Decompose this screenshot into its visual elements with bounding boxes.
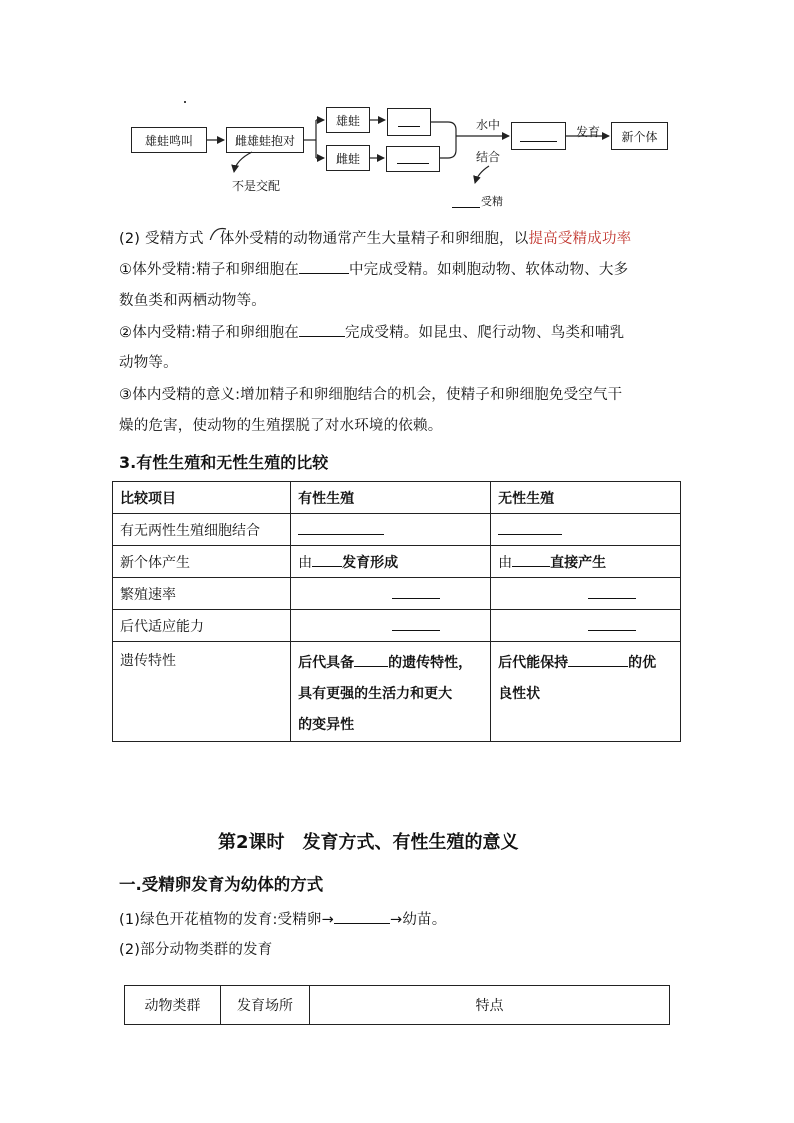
heredity-asexual [491,642,681,742]
internal-text-b: 完成受精。如昆虫、爬行动物、鸟类和哺乳 [344,325,625,341]
animal-development-line [119,938,272,959]
diagram-arrows [0,0,794,240]
external-examples-line [119,289,266,310]
heredity-sexual-b: 的遗传特性， [388,655,473,671]
internal-meaning-b: 燥的危害，使动物的生殖摆脱了对水环境的依赖。 [119,418,443,434]
rate-sexual-blank [291,578,491,610]
row-heredity: 遗传特性 [113,642,291,742]
heredity-sexual-blank [354,654,388,667]
heredity-sexual-d: 的变异性 [298,717,355,733]
sexual-suffix: 发育形成 [342,554,399,571]
animal-development-table [124,985,670,1025]
method-text: 体外受精的动物通常产生大量精子和卵细胞，以 [219,231,529,247]
asexual-prefix: 由 [498,554,513,571]
header-dev-site: 发育场所 [221,986,310,1025]
heredity-asexual-a: 后代能保持 [498,655,569,671]
fertilization-label: 受精 [481,195,503,208]
internal-examples-line [119,351,178,372]
table-header-row [113,482,681,514]
internal-meaning-a: ③体内受精的意义:增加精子和卵细胞结合的机会，使精子和卵细胞免受空气干 [119,387,623,403]
lesson-2-title: 第2课时 发育方式、有性生殖的意义 [218,832,519,853]
header-compare-item: 比较项目 [113,482,291,514]
combine-label: 结合 [476,150,501,164]
header-sexual: 有性生殖 [291,482,491,514]
header-animal-group: 动物类群 [125,986,221,1025]
row-reproduction-rate: 繁殖速率 [113,578,291,610]
table-row [113,514,681,546]
rate-asexual-blank [491,578,681,610]
in-water-label: 水中 [476,118,501,132]
asexual-suffix: 直接产生 [550,554,607,571]
external-blank [299,259,349,274]
method-red-text: 提高受精成功率 [528,231,632,247]
plant-dev-a: (1)绿色开花植物的发育:受精卵→ [119,912,334,928]
heredity-sexual-a: 后代具备 [298,655,355,671]
section-1-heading: 一.受精卵发育为幼体的方式 [119,875,324,894]
external-text-a: ①体外受精:精子和卵细胞在 [119,262,299,278]
plant-development-line [119,908,446,929]
asexual-blank [512,554,550,567]
internal-blank [299,322,345,337]
row-adaptability: 后代适应能力 [113,610,291,642]
plant-dev-b: →幼苗。 [389,912,447,928]
internal-fertilization-line [119,321,624,342]
method-prefix: (2) 受精方式 [119,231,204,247]
heredity-asexual-b: 的优 [628,655,657,671]
internal-examples: 动物等。 [119,355,178,371]
new-individual-asexual [491,546,681,578]
table-row [113,610,681,642]
sexual-prefix: 由 [298,554,313,571]
fertilization-method-line [119,227,631,248]
external-text-b: 中完成受精。如刺胞动物、软体动物、大多 [348,262,629,278]
header-features: 特点 [310,986,670,1025]
heredity-sexual-c: 具有更强的生活力和更大 [298,686,453,702]
embrace-label: 雌雄蛙抱对 [234,133,295,148]
external-examples: 数鱼类和两栖动物等。 [119,293,266,309]
table-row [113,546,681,578]
internal-meaning-line [119,383,622,404]
plant-dev-blank [334,909,390,924]
internal-meaning-line-2 [119,414,442,435]
comparison-table [112,481,681,742]
gamete-union-sexual-blank [291,514,491,546]
heredity-sexual [291,642,491,742]
not-mating-label: 不是交配 [232,179,281,193]
external-fertilization-line [119,258,628,279]
heredity-asexual-blank [568,654,628,667]
male-frog-label: 雄蛙 [335,113,360,128]
adapt-asexual-blank [491,610,681,642]
male-call-label: 雄蛙鸣叫 [144,133,193,148]
header-asexual: 无性生殖 [491,482,681,514]
table-header-row [125,986,670,1025]
row-new-individual: 新个体产生 [113,546,291,578]
new-individual-sexual [291,546,491,578]
heredity-asexual-c: 良性状 [498,686,541,702]
develop-label: 发育 [576,125,601,139]
new-individual-label: 新个体 [621,129,658,144]
row-gamete-union: 有无两性生殖细胞结合 [113,514,291,546]
table-row [113,642,681,742]
internal-text-a: ②体内受精:精子和卵细胞在 [119,325,299,341]
comparison-heading: 3.有性生殖和无性生殖的比较 [119,453,329,472]
sexual-blank [312,554,342,567]
animal-dev-label: (2)部分动物类群的发育 [119,942,273,958]
adapt-sexual-blank [291,610,491,642]
gamete-union-asexual-blank [491,514,681,546]
female-frog-label: 雌蛙 [335,151,360,166]
table-row [113,578,681,610]
